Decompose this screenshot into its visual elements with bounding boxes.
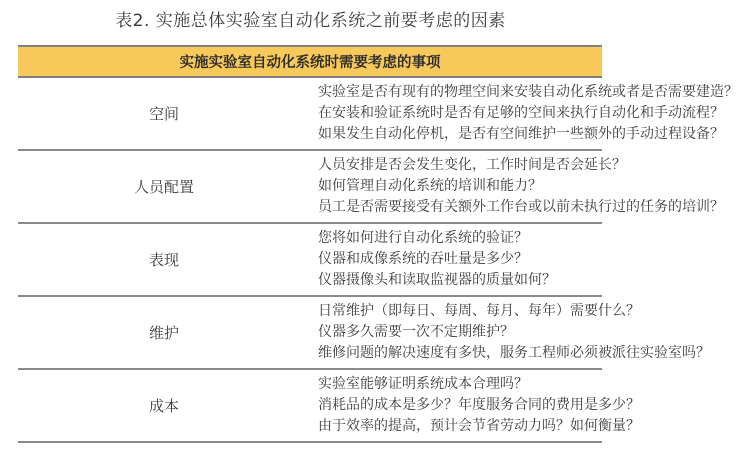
category-cell: 成本 — [18, 369, 310, 442]
table-row — [18, 77, 602, 150]
question: 仪器和成像系统的吞吐量是多少？ — [318, 251, 528, 267]
table-caption: 表2. 实施总体实验室自动化系统之前要考虑的因素 — [115, 11, 506, 31]
question: 日常维护（即每日、每周、每月、每年）需要什么？ — [318, 303, 640, 319]
category-cell: 空间 — [18, 77, 310, 150]
question: 在安装和验证系统时是否有足够的空间来执行自动化和手动流程？ — [318, 105, 724, 121]
question: 实验室能够证明系统成本合理吗？ — [318, 376, 528, 392]
question: 您将如何进行自动化系统的验证？ — [318, 230, 528, 246]
category-cell: 维护 — [18, 296, 310, 369]
question: 如何管理自动化系统的培训和能力？ — [318, 178, 542, 194]
table-row — [18, 369, 602, 442]
question: 仪器多久需要一次不定期维护？ — [318, 324, 514, 340]
category-cell: 表现 — [18, 223, 310, 296]
table-row — [18, 150, 602, 223]
question: 消耗品的成本是多少？年度服务合同的费用是多少？ — [318, 397, 640, 413]
questions-cell — [310, 369, 640, 442]
questions-cell — [310, 223, 602, 296]
question: 如果发生自动化停机，是否有空间维护一些额外的手动过程设备？ — [318, 126, 724, 142]
question: 由于效率的提高，预计会节省劳动力吗？如何衡量？ — [318, 418, 640, 434]
question: 仪器摄像头和读取监视器的质量如何？ — [318, 272, 556, 288]
question: 人员安排是否会发生变化，工作时间是否会延长？ — [318, 157, 626, 173]
question: 实验室是否有现有的物理空间来安装自动化系统或者是否需要建造？ — [318, 84, 738, 100]
category-cell: 人员配置 — [18, 150, 310, 223]
table-header: 实施实验室自动化系统时需要考虑的事项 — [18, 46, 602, 77]
considerations-table — [18, 45, 738, 443]
questions-cell — [310, 77, 738, 150]
questions-cell — [310, 296, 710, 369]
table-row — [18, 223, 602, 296]
question: 维修问题的解决速度有多快，服务工程师必须被派往实验室吗？ — [318, 345, 710, 361]
questions-cell — [310, 150, 724, 223]
table-row — [18, 296, 602, 369]
question: 员工是否需要接受有关额外工作台或以前未执行过的任务的培训？ — [318, 199, 724, 215]
header-row — [18, 46, 602, 77]
